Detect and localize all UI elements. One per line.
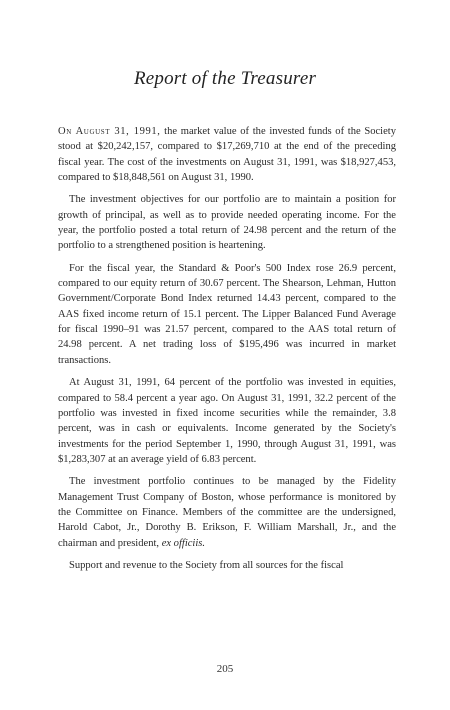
paragraph-market-value — [58, 124, 396, 185]
paragraph-index-comparison — [58, 261, 396, 368]
paragraph-text: the market value of the invested funds of the Society stood at $20,242,157, compared to $17,269,710 at the end of the preceding fiscal year. The cost of the investments on August 31, 1991, was $18,927,453, compared to $18,848,561 on August 31, 1990. — [58, 126, 396, 184]
page-number: 205 — [216, 663, 234, 675]
report-body — [58, 124, 396, 580]
paragraph-allocation — [58, 375, 396, 467]
paragraph-text: The investment objectives for our portfolio are to maintain a position for growth of principal, as well as to provide needed operating income. For the year, the portfolio posted a total return of 24.98 percent and the return of the portfolio to a strengthened position is heartening. — [58, 194, 396, 252]
paragraph-text: Support and revenue to the Society from all sources for the fiscal — [69, 559, 344, 571]
paragraph-italic-phrase: ex officiis. — [161, 537, 206, 549]
page-title: Report of the Treasurer — [133, 68, 317, 89]
paragraph-lead-in: On August 31, 1991, — [58, 126, 161, 137]
paragraph-text: At August 31, 1991, 64 percent of the portfolio was invested in equities, compared to 58.4 percent a year ago. On August 31, 1991, 32.2 percent of the portfolio was invested in fixed income securities while the remainder, 3.8 percent, was in cash or equivalents. Income generated by the Society's investments for the period September 1, 1990, through August 31, 1991, was $1,283,307 at an average yield of 6.83 percent. — [58, 377, 396, 465]
paragraph-support-revenue — [58, 558, 396, 573]
paragraph-text: The investment portfolio continues to be managed by the Fidelity Management Trust Company of Boston, whose performance is monitored by the Committee on Finance. Members of the committee are the undersigned, Harold Cabot, Jr., Dorothy B. Erikson, F. William Marshall, Jr., and the chairman and president, — [58, 476, 396, 549]
paragraph-objectives — [58, 192, 396, 253]
paragraph-text: For the fiscal year, the Standard & Poor's 500 Index rose 26.9 percent, compared to our equity return of 30.67 percent. The Shearson, Lehman, Hutton Government/Corporate Bond Index returned 14.43 percent, compared to the AAS fixed income return of 15.1 percent. The Lipper Balanced Fund Average for fiscal 1990–91 was 21.57 percent, compared to the AAS total return of 24.98 percent. A net trading loss of $195,496 was incurred in market transactions. — [58, 262, 396, 366]
paragraph-management — [58, 474, 396, 551]
